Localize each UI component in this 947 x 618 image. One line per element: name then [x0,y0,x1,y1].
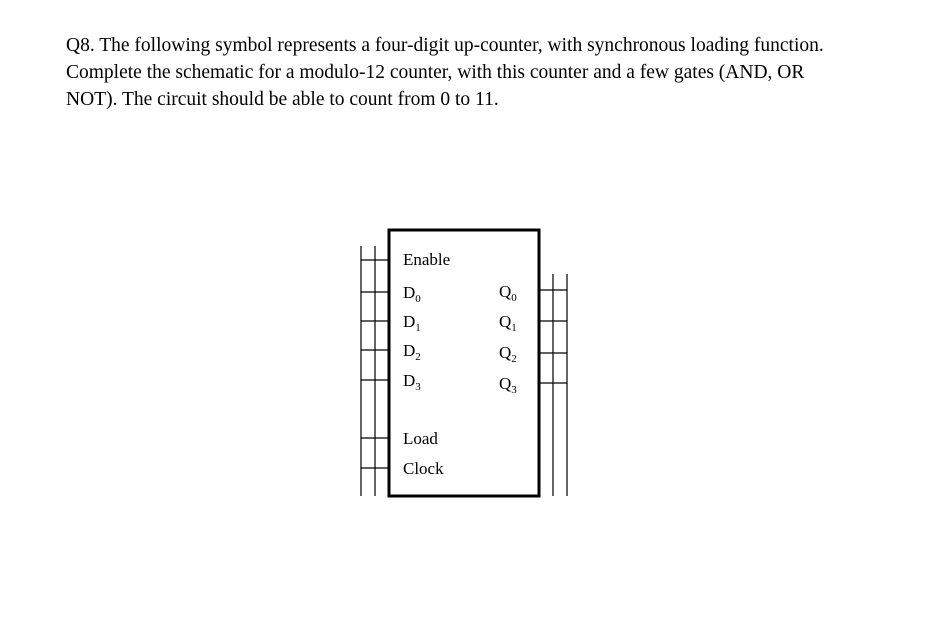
load-label: Load [403,429,438,448]
enable-label: Enable [403,250,451,269]
question-line-3: NOT). The circuit should be able to count from 0 to 11. [66,89,499,110]
question-line-1: Q8. The following symbol represents a four-digit up-counter, with synchronous loading function. [66,35,824,56]
d2-label: $D_2$ [403,341,421,363]
question-line-2: Complete the schematic for a modulo-12 counter, with this counter and a few gates (AND, OR [66,62,805,83]
q3-label: $Q_3$ [499,374,517,396]
q0-label: $Q_0$ [499,282,517,304]
q1-label: $Q_1$ [499,312,517,334]
d1-label: $D_1$ [403,312,421,334]
d3-label: $D_3$ [403,371,421,393]
clock-label: Clock [403,459,444,478]
d0-label: $D_0$ [403,283,421,305]
q2-label: $Q_2$ [499,343,517,365]
